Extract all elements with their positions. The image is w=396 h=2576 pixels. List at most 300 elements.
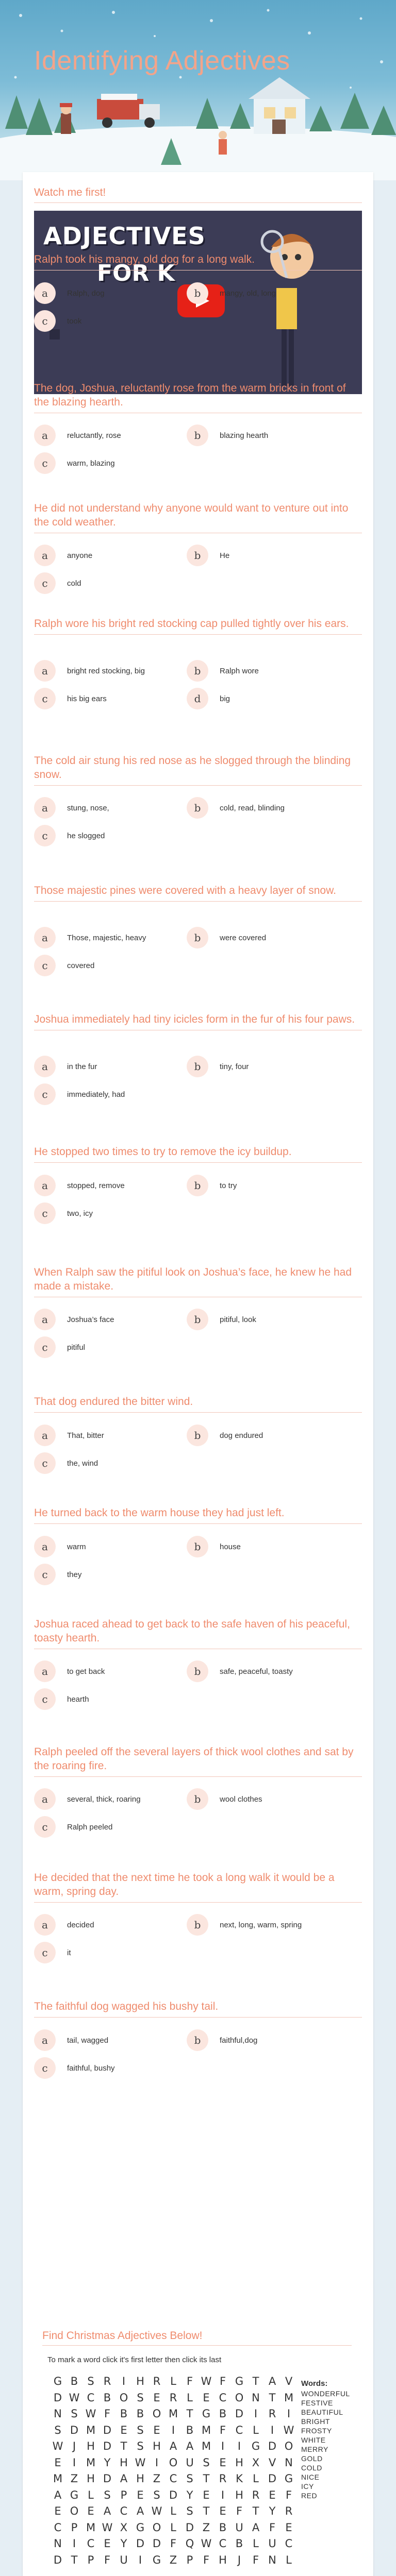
- letter-cell[interactable]: E: [120, 2424, 127, 2436]
- letter-cell[interactable]: C: [87, 2391, 95, 2404]
- word-list-item: FROSTY: [301, 2427, 332, 2435]
- letter-cell[interactable]: M: [284, 2391, 294, 2404]
- answer-option-b[interactable]: [187, 1659, 293, 1683]
- letter-cell[interactable]: W: [85, 2408, 96, 2420]
- letter-cell[interactable]: C: [87, 2537, 95, 2550]
- answer-option-c[interactable]: [34, 1815, 112, 1839]
- letter-cell[interactable]: M: [86, 2424, 96, 2436]
- answer-option-c[interactable]: [34, 571, 81, 595]
- letter-cell[interactable]: H: [235, 2488, 243, 2501]
- letter-cell[interactable]: E: [219, 2505, 226, 2517]
- letter-cell[interactable]: A: [268, 2375, 276, 2387]
- letter-cell[interactable]: D: [103, 2472, 112, 2485]
- option-letter-badge: c: [34, 825, 56, 846]
- answer-option-c[interactable]: [34, 451, 115, 475]
- letter-cell[interactable]: I: [237, 2440, 241, 2452]
- option-letter-badge: a: [34, 1788, 56, 1810]
- question-text: He turned back to the warm house they had just left.: [34, 1506, 362, 1524]
- letter-cell[interactable]: H: [153, 2440, 161, 2452]
- option-letter-badge: c: [34, 452, 56, 474]
- letter-cell[interactable]: T: [269, 2391, 276, 2404]
- option-text: That, bitter: [67, 1431, 104, 1440]
- option-letter-badge: a: [34, 425, 56, 446]
- question-text: The faithful dog wagged his bushy tail.: [34, 1999, 362, 2018]
- letter-cell[interactable]: W: [69, 2391, 80, 2404]
- letter-cell[interactable]: I: [270, 2424, 274, 2436]
- option-text: Ralph peeled: [67, 1822, 113, 1832]
- letter-cell[interactable]: D: [268, 2440, 277, 2452]
- answer-option-d[interactable]: [187, 687, 230, 710]
- word-list-item: WONDERFUL: [301, 2389, 350, 2398]
- letter-cell[interactable]: A: [54, 2488, 62, 2501]
- option-letter-badge: c: [34, 1336, 56, 1358]
- letter-cell[interactable]: D: [268, 2472, 277, 2485]
- answer-option-b[interactable]: [187, 1174, 237, 1197]
- letter-cell[interactable]: H: [87, 2440, 95, 2452]
- question-text: He did not understand why anyone would want to venture out into the cold weather.: [34, 501, 362, 533]
- letter-cell[interactable]: N: [252, 2391, 260, 2404]
- letter-cell[interactable]: S: [87, 2375, 94, 2387]
- answer-option-c[interactable]: [34, 2056, 115, 2080]
- option-text: cold, read, blinding: [220, 803, 285, 812]
- option-letter-badge: b: [187, 1536, 208, 1557]
- option-letter-badge: c: [34, 955, 56, 976]
- option-text: next, long, warm, spring: [220, 1920, 302, 1929]
- answer-option-c[interactable]: [34, 954, 94, 977]
- letter-cell[interactable]: L: [187, 2391, 193, 2404]
- question-text: He decided that the next time he took a long walk it would be a warm, spring day.: [34, 1871, 362, 1903]
- letter-cell[interactable]: T: [252, 2505, 259, 2517]
- letter-cell[interactable]: F: [186, 2375, 193, 2387]
- letter-cell[interactable]: E: [203, 2488, 210, 2501]
- letter-cell[interactable]: I: [138, 2553, 142, 2566]
- letter-cell[interactable]: B: [136, 2408, 144, 2420]
- letter-cell[interactable]: I: [254, 2408, 258, 2420]
- option-text: reluctantly, rose: [67, 431, 121, 440]
- letter-cell[interactable]: E: [137, 2488, 144, 2501]
- letter-cell[interactable]: E: [153, 2424, 160, 2436]
- letter-cell[interactable]: F: [219, 2424, 226, 2436]
- answer-option-a[interactable]: [34, 1913, 94, 1937]
- answer-option-a[interactable]: [34, 2028, 108, 2052]
- option-letter-badge: b: [187, 425, 208, 446]
- letter-cell[interactable]: X: [120, 2521, 128, 2534]
- letter-cell[interactable]: R: [169, 2391, 177, 2404]
- letter-cell[interactable]: U: [268, 2537, 276, 2550]
- letter-cell[interactable]: Y: [104, 2456, 111, 2469]
- letter-cell[interactable]: A: [136, 2505, 144, 2517]
- header-scene: [0, 0, 396, 180]
- letter-cell[interactable]: N: [54, 2408, 62, 2420]
- letter-cell[interactable]: L: [286, 2553, 292, 2566]
- letter-cell[interactable]: E: [87, 2505, 94, 2517]
- word-list-item: WHITE: [301, 2436, 326, 2444]
- answer-option-a[interactable]: [34, 1423, 104, 1447]
- answer-option-a[interactable]: [34, 926, 146, 950]
- answer-option-c[interactable]: [34, 1082, 125, 1106]
- option-letter-badge: c: [34, 1083, 56, 1105]
- letter-cell[interactable]: W: [135, 2456, 146, 2469]
- option-text: to get back: [67, 1667, 105, 1676]
- letter-cell[interactable]: S: [186, 2472, 193, 2485]
- letter-cell[interactable]: I: [221, 2488, 225, 2501]
- letter-cell[interactable]: X: [252, 2456, 260, 2469]
- option-letter-badge: a: [34, 1660, 56, 1682]
- letter-cell[interactable]: R: [252, 2488, 260, 2501]
- option-text: took: [67, 316, 82, 326]
- letter-cell[interactable]: Z: [202, 2521, 210, 2534]
- letter-cell[interactable]: B: [235, 2537, 243, 2550]
- answer-option-c[interactable]: [34, 1201, 93, 1225]
- letter-cell[interactable]: B: [219, 2408, 227, 2420]
- letter-cell[interactable]: K: [236, 2472, 243, 2485]
- letter-cell[interactable]: D: [136, 2537, 145, 2550]
- letter-cell[interactable]: U: [235, 2521, 243, 2534]
- answer-option-c[interactable]: [34, 1335, 85, 1359]
- letter-cell[interactable]: T: [186, 2408, 193, 2420]
- letter-cell[interactable]: G: [70, 2488, 79, 2501]
- letter-cell[interactable]: J: [237, 2553, 241, 2566]
- letter-cell[interactable]: M: [53, 2472, 63, 2485]
- question-text: Ralph wore his bright red stocking cap pulled tightly over his ears.: [34, 617, 362, 635]
- word-list-item: GOLD: [301, 2454, 323, 2463]
- option-letter-badge: c: [34, 1202, 56, 1224]
- letter-cell[interactable]: D: [53, 2391, 62, 2404]
- answer-option-a[interactable]: [34, 423, 121, 447]
- letter-cell[interactable]: I: [171, 2424, 175, 2436]
- word-list-item: RED: [301, 2492, 318, 2500]
- option-text: faithful,dog: [220, 2036, 258, 2045]
- option-text: they: [67, 1570, 82, 1579]
- letter-cell[interactable]: H: [136, 2375, 144, 2387]
- letter-cell[interactable]: S: [203, 2456, 210, 2469]
- option-text: safe, peaceful, toasty: [220, 1667, 293, 1676]
- letter-cell[interactable]: B: [103, 2391, 111, 2404]
- page-title: Identifying Adjectives: [34, 46, 290, 76]
- letter-cell[interactable]: N: [285, 2456, 293, 2469]
- answer-option-c[interactable]: [34, 1941, 71, 1964]
- letter-cell[interactable]: F: [203, 2553, 210, 2566]
- letter-cell[interactable]: R: [268, 2408, 276, 2420]
- letter-cell[interactable]: M: [168, 2408, 178, 2420]
- letter-cell[interactable]: T: [71, 2553, 78, 2566]
- letter-cell[interactable]: F: [104, 2553, 111, 2566]
- letter-cell[interactable]: T: [203, 2505, 210, 2517]
- answer-option-a[interactable]: [34, 1055, 97, 1078]
- letter-cell[interactable]: S: [137, 2391, 144, 2404]
- word-list-item: ICY: [301, 2482, 314, 2490]
- letter-cell[interactable]: S: [104, 2488, 111, 2501]
- letter-cell[interactable]: S: [137, 2424, 144, 2436]
- answer-option-b[interactable]: [187, 2028, 257, 2052]
- letter-cell[interactable]: J: [72, 2440, 76, 2452]
- letter-cell[interactable]: S: [54, 2424, 61, 2436]
- letter-cell[interactable]: R: [285, 2505, 293, 2517]
- letter-cell[interactable]: O: [169, 2456, 178, 2469]
- letter-cell[interactable]: B: [219, 2521, 227, 2534]
- letter-cell[interactable]: U: [186, 2456, 194, 2469]
- letter-cell[interactable]: C: [219, 2537, 227, 2550]
- letter-cell[interactable]: R: [153, 2375, 161, 2387]
- word-search-instructions: To mark a word click it's first letter then click its last: [47, 2355, 222, 2364]
- letter-cell[interactable]: Y: [269, 2505, 276, 2517]
- answer-option-c[interactable]: [34, 824, 105, 848]
- letter-cell[interactable]: D: [103, 2440, 112, 2452]
- letter-cell[interactable]: G: [136, 2521, 145, 2534]
- letter-cell[interactable]: G: [202, 2408, 211, 2420]
- letter-cell[interactable]: E: [104, 2537, 111, 2550]
- option-letter-badge: b: [187, 1425, 208, 1446]
- letter-cell[interactable]: D: [235, 2408, 244, 2420]
- option-text: He: [220, 551, 230, 560]
- option-letter-badge: a: [34, 927, 56, 948]
- letter-cell[interactable]: L: [170, 2505, 176, 2517]
- letter-cell[interactable]: U: [120, 2553, 128, 2566]
- letter-cell[interactable]: G: [235, 2375, 244, 2387]
- option-letter-badge: c: [34, 688, 56, 709]
- letter-cell[interactable]: D: [185, 2521, 194, 2534]
- answer-option-b[interactable]: [187, 1055, 249, 1078]
- letter-cell[interactable]: S: [71, 2408, 78, 2420]
- letter-cell[interactable]: D: [70, 2424, 79, 2436]
- letter-cell[interactable]: T: [252, 2375, 259, 2387]
- worksheet-card: [23, 172, 373, 2576]
- option-letter-badge: a: [34, 1175, 56, 1196]
- option-letter-badge: a: [34, 1536, 56, 1557]
- question-text: Ralph peeled off the several layers of thick wool clothes and sat by the roaring fire.: [34, 1745, 362, 1777]
- letter-cell[interactable]: H: [136, 2472, 144, 2485]
- letter-cell[interactable]: D: [53, 2553, 62, 2566]
- letter-cell[interactable]: E: [54, 2505, 61, 2517]
- answer-option-a[interactable]: [34, 1535, 86, 1558]
- option-text: bright red stocking, big: [67, 666, 145, 675]
- option-text: his big ears: [67, 694, 107, 703]
- answer-option-b[interactable]: [187, 1913, 302, 1937]
- letter-cell[interactable]: O: [284, 2440, 293, 2452]
- letter-cell[interactable]: R: [219, 2472, 227, 2485]
- letter-cell[interactable]: E: [269, 2488, 276, 2501]
- letter-cell[interactable]: E: [203, 2391, 210, 2404]
- letter-cell[interactable]: W: [201, 2537, 212, 2550]
- letter-cell[interactable]: W: [151, 2505, 162, 2517]
- answer-option-b[interactable]: [187, 544, 229, 567]
- letter-cell[interactable]: A: [120, 2472, 128, 2485]
- letter-cell[interactable]: F: [236, 2505, 243, 2517]
- letter-cell[interactable]: D: [169, 2488, 178, 2501]
- letter-cell[interactable]: F: [252, 2553, 259, 2566]
- answer-option-c[interactable]: [34, 1563, 81, 1586]
- option-text: mangy, old, long: [220, 289, 276, 298]
- letter-cell[interactable]: H: [235, 2456, 243, 2469]
- option-letter-badge: b: [187, 1309, 208, 1330]
- answer-option-b[interactable]: [187, 1308, 256, 1331]
- letter-cell[interactable]: I: [287, 2408, 291, 2420]
- letter-cell[interactable]: F: [285, 2488, 292, 2501]
- answer-option-c[interactable]: [34, 1451, 98, 1475]
- letter-cell[interactable]: C: [235, 2424, 243, 2436]
- letter-cell[interactable]: B: [186, 2424, 194, 2436]
- letter-cell[interactable]: H: [120, 2456, 128, 2469]
- letter-cell[interactable]: H: [219, 2553, 227, 2566]
- letter-cell[interactable]: G: [53, 2375, 62, 2387]
- letter-cell[interactable]: E: [54, 2456, 61, 2469]
- letter-cell[interactable]: Z: [153, 2472, 161, 2485]
- letter-cell[interactable]: C: [169, 2472, 177, 2485]
- question-text: The cold air stung his red nose as he slogged through the blinding snow.: [34, 754, 362, 786]
- letter-cell[interactable]: I: [122, 2375, 126, 2387]
- option-letter-badge: a: [34, 2029, 56, 2051]
- option-text: faithful, bushy: [67, 2063, 115, 2073]
- letter-cell[interactable]: W: [283, 2424, 294, 2436]
- letter-cell[interactable]: T: [203, 2472, 210, 2485]
- option-text: Ralph wore: [220, 666, 259, 675]
- letter-cell[interactable]: B: [70, 2375, 78, 2387]
- letter-cell[interactable]: O: [235, 2391, 244, 2404]
- answer-option-a[interactable]: [34, 281, 105, 305]
- letter-cell[interactable]: N: [268, 2553, 276, 2566]
- letter-cell[interactable]: O: [119, 2391, 128, 2404]
- letter-cell[interactable]: C: [54, 2521, 62, 2534]
- letter-cell[interactable]: S: [137, 2440, 144, 2452]
- question-text: Ralph took his mangy, old dog for a long walk.: [34, 252, 362, 270]
- letter-cell[interactable]: L: [253, 2424, 259, 2436]
- answer-option-a[interactable]: [34, 1659, 105, 1683]
- letter-cell[interactable]: F: [104, 2408, 111, 2420]
- letter-cell[interactable]: L: [170, 2375, 176, 2387]
- letter-cell[interactable]: G: [152, 2553, 161, 2566]
- letter-cell[interactable]: D: [103, 2424, 112, 2436]
- answer-option-a[interactable]: [34, 544, 92, 567]
- video-section-title: Watch me first!: [34, 185, 362, 203]
- letter-cell[interactable]: V: [285, 2375, 293, 2387]
- letter-cell[interactable]: I: [72, 2537, 76, 2550]
- letter-cell[interactable]: M: [201, 2424, 211, 2436]
- answer-option-a[interactable]: [34, 1174, 125, 1197]
- answer-option-b[interactable]: [187, 796, 285, 820]
- letter-cell[interactable]: R: [103, 2375, 111, 2387]
- letter-cell[interactable]: T: [120, 2440, 127, 2452]
- letter-cell[interactable]: G: [251, 2440, 260, 2452]
- letter-cell[interactable]: A: [252, 2521, 260, 2534]
- letter-cell[interactable]: C: [120, 2505, 128, 2517]
- option-text: covered: [67, 961, 95, 970]
- letter-cell[interactable]: O: [152, 2521, 161, 2534]
- option-letter-badge: b: [187, 545, 208, 566]
- letter-cell[interactable]: M: [86, 2521, 96, 2534]
- letter-cell[interactable]: N: [54, 2537, 62, 2550]
- option-letter-badge: b: [187, 1914, 208, 1936]
- option-letter-badge: a: [34, 1309, 56, 1330]
- letter-cell[interactable]: S: [186, 2505, 193, 2517]
- option-text: warm: [67, 1542, 86, 1551]
- letter-cell[interactable]: G: [284, 2472, 293, 2485]
- option-letter-badge: a: [34, 797, 56, 819]
- letter-cell[interactable]: E: [153, 2391, 160, 2404]
- letter-cell[interactable]: I: [72, 2456, 76, 2469]
- letter-cell[interactable]: Y: [120, 2537, 127, 2550]
- answer-option-a[interactable]: [34, 1787, 141, 1811]
- answer-option-b[interactable]: [187, 423, 268, 447]
- letter-cell[interactable]: W: [201, 2375, 212, 2387]
- letter-cell[interactable]: C: [219, 2391, 227, 2404]
- answer-option-b[interactable]: [187, 659, 259, 683]
- letter-cell[interactable]: C: [285, 2537, 293, 2550]
- letter-cell[interactable]: A: [169, 2440, 177, 2452]
- letter-cell[interactable]: H: [87, 2472, 95, 2485]
- option-letter-badge: c: [34, 1564, 56, 1585]
- letter-cell[interactable]: V: [268, 2456, 276, 2469]
- letter-cell[interactable]: O: [152, 2408, 161, 2420]
- answer-option-c[interactable]: [34, 309, 81, 333]
- letter-cell[interactable]: Z: [169, 2553, 177, 2566]
- letter-cell[interactable]: I: [221, 2440, 225, 2452]
- option-text: hearth: [67, 1694, 89, 1704]
- letter-cell[interactable]: F: [269, 2521, 276, 2534]
- letter-cell[interactable]: Z: [70, 2472, 78, 2485]
- option-text: wool clothes: [220, 1794, 262, 1804]
- option-text: in the fur: [67, 1062, 97, 1071]
- letter-cell[interactable]: W: [102, 2521, 113, 2534]
- letter-cell[interactable]: Y: [186, 2488, 193, 2501]
- letter-cell[interactable]: E: [285, 2521, 292, 2534]
- answer-option-a[interactable]: [34, 796, 109, 820]
- letter-cell[interactable]: Q: [185, 2537, 194, 2550]
- option-letter-badge: b: [187, 1056, 208, 1077]
- letter-cell[interactable]: M: [86, 2456, 96, 2469]
- option-letter-badge: a: [34, 1056, 56, 1077]
- letter-cell[interactable]: F: [170, 2537, 177, 2550]
- letter-cell[interactable]: P: [87, 2553, 94, 2566]
- letter-cell[interactable]: L: [88, 2488, 94, 2501]
- letter-cell[interactable]: P: [71, 2521, 78, 2534]
- answer-option-a[interactable]: [34, 659, 145, 683]
- letter-cell[interactable]: L: [253, 2537, 259, 2550]
- answer-option-b[interactable]: [187, 1535, 241, 1558]
- word-list-label: Words:: [301, 2379, 328, 2388]
- letter-cell[interactable]: B: [120, 2408, 128, 2420]
- option-text: big: [220, 694, 230, 703]
- answer-option-b[interactable]: [187, 1423, 263, 1447]
- option-text: cold: [67, 579, 81, 588]
- letter-cell[interactable]: I: [155, 2456, 159, 2469]
- answer-option-c[interactable]: [34, 1687, 89, 1711]
- letter-cell[interactable]: S: [153, 2488, 160, 2501]
- option-letter-badge: c: [34, 2057, 56, 2079]
- option-letter-badge: c: [34, 1688, 56, 1710]
- letter-cell[interactable]: L: [253, 2472, 259, 2485]
- letter-cell[interactable]: A: [186, 2440, 194, 2452]
- answer-option-a[interactable]: [34, 1308, 114, 1331]
- letter-cell[interactable]: A: [103, 2505, 111, 2517]
- letter-cell[interactable]: P: [186, 2553, 193, 2566]
- letter-cell[interactable]: W: [52, 2440, 63, 2452]
- letter-cell[interactable]: P: [120, 2488, 127, 2501]
- video-thumbnail-title: ADJECTIVES: [43, 222, 206, 250]
- question-text: He stopped two times to try to remove the icy buildup.: [34, 1145, 362, 1163]
- option-letter-badge: d: [187, 688, 208, 709]
- option-letter-badge: a: [34, 1425, 56, 1446]
- letter-cell[interactable]: E: [219, 2456, 226, 2469]
- letter-cell[interactable]: O: [70, 2505, 79, 2517]
- answer-option-c[interactable]: [34, 687, 107, 710]
- letter-cell[interactable]: F: [219, 2375, 226, 2387]
- answer-option-b[interactable]: [187, 926, 266, 950]
- letter-cell[interactable]: M: [201, 2440, 211, 2452]
- answer-option-b[interactable]: [187, 1787, 262, 1811]
- answer-option-b[interactable]: [187, 281, 276, 305]
- letter-cell[interactable]: D: [152, 2537, 161, 2550]
- letter-cell[interactable]: L: [170, 2521, 176, 2534]
